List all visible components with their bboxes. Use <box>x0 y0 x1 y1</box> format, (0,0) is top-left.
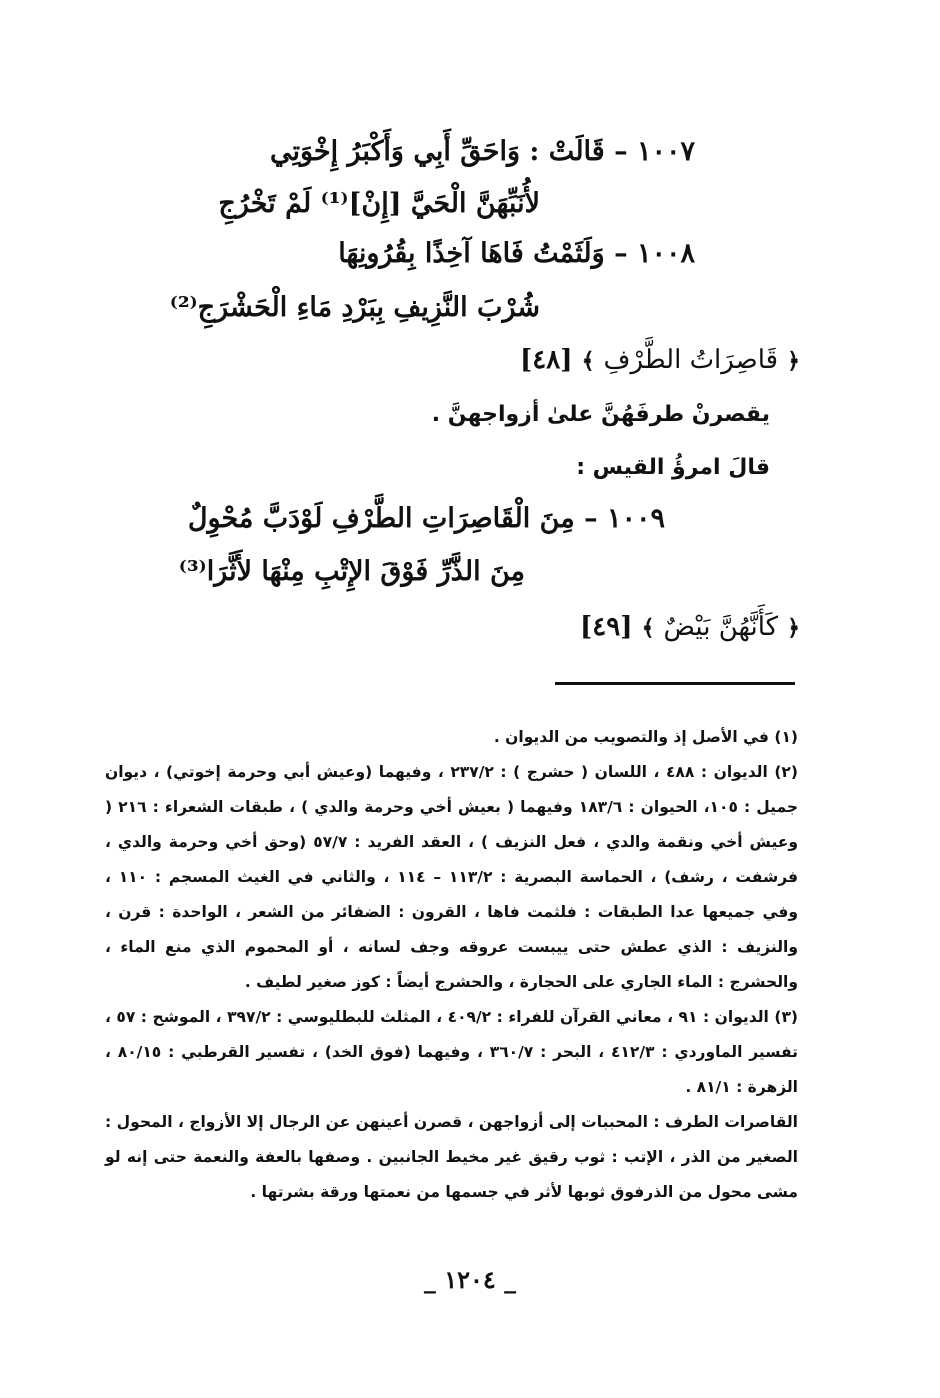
footnote-1 <box>105 720 798 755</box>
verse-1008-second-hemistich: شُرْبَ النَّزِيفِ بِبَرْدِ مَاءِ الْحَشْرَجِ⁽²⁾ <box>169 292 540 323</box>
ornate-bracket-close: ﴾ <box>581 348 595 374</box>
ornate-bracket-close: ﴾ <box>641 615 655 641</box>
footnote-3 <box>105 1000 798 1105</box>
footnote-text: الديوان : ٩١ ، معاني القرآن للفراء : ٤٠٩/٢ ، المثلث للبطليوسي : ٣٩٧/٢ ، الموشح : ٥٧ ، تفسير الماوردي : ٤١٢/٣ ، البحر : ٣٦٠/٧ ، وفيهما (فوق الخد) ، تفسير القرطبي : ٨٠/١٥ ، الزهرة : ٨١/١ . <box>105 1008 798 1096</box>
verse-1007-first-hemistich: ١٠٠٧ – قَالَتْ : وَاحَقِّ أَبِي وَأَكْبَرُ إِخْوَتِي <box>269 136 695 167</box>
quran-word: قَاصِرَاتُ الطَّرْفِ <box>603 345 779 375</box>
verse-1007-second-hemistich: لأُنَبِّهَنَّ الْحَيَّ [إِنْ]⁽¹⁾ لَمْ تَخْرُجِ <box>218 188 540 219</box>
footnote-text: في الأصل إذ والتصويب من الديوان . <box>493 728 769 746</box>
ornate-bracket-open: ﴿ <box>787 615 800 641</box>
footnote-number: (٣) <box>774 1008 798 1026</box>
footnote-separator <box>555 682 795 685</box>
verse-reference: [٤٩] <box>579 612 633 642</box>
gloss-text: يقصرنْ طرفَهُنَّ علىٰ أزواجهنَّ . <box>431 402 770 427</box>
quran-word: كَأَنَّهُنَّ بَيْضٌ <box>663 612 779 642</box>
verse-1008-first-hemistich: ١٠٠٨ – وَلَثَمْتُ فَاهَا آخِذًا بِقُرُونِهَا <box>338 238 695 269</box>
poet-intro: قالَ امرؤُ القيس : <box>576 455 770 480</box>
footnote-number: (٢) <box>774 763 798 781</box>
verse-1009-first-hemistich: ١٠٠٩ – مِنَ الْقَاصِرَاتِ الطَّرْفِ لَوْدَبَّ مُحْوِلٌ <box>187 503 665 534</box>
footnote-text: الديوان : ٤٨٨ ، اللسان ( حشرج ) : ٢٣٧/٢ ، وفيهما (وعيش أبي وحرمة إخوتي) ، ديوان جميل : ١٠٥، الحيوان : ١٨٣/٦ وفيهما ( بعيش أخي وحرمة والدي ) ، طبقات الشعراء : ٢١٦ ( وعيش أخي ونقمة والدي ، فعل النزيف ) ، العقد الفريد : ٥٧/٧ (وحق أخي وحرمة والدي ، فرشفت ، رشف) ، الحماسة البصرية : ١١٣/٢ – ١١٤ ، والثاني في الغيث المسجم : ١١٠ ، وفي جميعها عدا الطبقات : فلثمت فاها ، القرون : الضفائر من الشعر ، الواحدة : قرن ، والنزيف : الذي عطش حتى ييبست عروقه وجف لسانه ، أو المحموم الذي منع الماء ، والحشرج : الماء الجاري على الحجارة ، والحشرج أيضاً : كوز صغير لطيف . <box>105 763 799 991</box>
footnote-number: (١) <box>774 728 798 746</box>
page-number: _ ١٢٠٤ _ <box>423 1265 517 1294</box>
ornate-bracket-open: ﴿ <box>787 348 800 374</box>
quran-heading-49 <box>580 612 800 642</box>
quran-heading-48 <box>520 345 800 375</box>
verse-reference: [٤٨] <box>519 345 573 375</box>
footnote-2 <box>105 755 798 1000</box>
explanation-note: القاصرات الطرف : المحببات إلى أزواجهن ، قصرن أعينهن عن الرجال إلا الأزواج ، المحول : الصغير من الذر ، الإتب : ثوب رقيق غير مخيط الجانبين . وصفها بالعفة والنعمة حتى إنه لو مشى محول من الذرفوق ثوبها لأثر في جسمها من نعمتها ورقة بشرتها . <box>105 1113 798 1201</box>
verse-1009-second-hemistich: مِنَ الذَّرِّ فَوْقَ الإِتْبِ مِنْهَا لأَثَّرَا⁽³⁾ <box>178 556 525 587</box>
